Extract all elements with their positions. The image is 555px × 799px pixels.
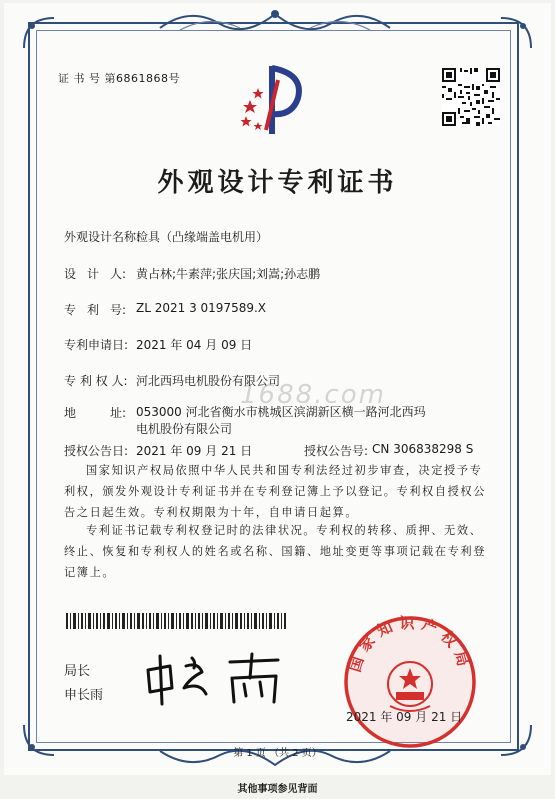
designer-field: [64, 265, 320, 282]
grant-date-value: 2021 年 09 月 21 日: [136, 444, 253, 458]
grant-date-label: 授权公告日:: [64, 444, 129, 458]
patent-number-value: ZL 2021 3 0197589.X: [136, 301, 267, 315]
corner-ornament: [499, 16, 533, 50]
designer-label: 设 计 人:: [64, 267, 126, 281]
seal-date: 2021 年 09 月 21 日: [346, 710, 463, 724]
handwritten-signature-icon: [140, 648, 300, 708]
director-block: [64, 660, 103, 708]
director-title: 局长: [64, 664, 91, 679]
barcode-icon: [66, 613, 286, 629]
certificate-title: 外观设计专利证书: [157, 168, 398, 198]
patent-number-label: 专 利 号:: [64, 303, 126, 317]
top-ornament: [150, 0, 400, 40]
patent-number-field: [64, 301, 266, 318]
footer-note: 其他事项参见背面: [237, 784, 318, 795]
filing-date-field: [64, 336, 252, 353]
designer-value: 黄占林;牛素萍;张庆国;刘嵩;孙志鹏: [136, 267, 321, 281]
grant-date-field: [64, 442, 473, 459]
legal-status-paragraph: 专利证书记载专利权登记时的法律状况。专利权的转移、质押、无效、终止、恢复和专利权人的姓名或名称、国籍、地址变更等事项记载在专利登记簿上。: [64, 524, 486, 579]
announcement-number-value: CN 306838298 S: [372, 442, 474, 456]
qr-code-icon: [442, 68, 500, 126]
certificate-number: 证 书 号 第6861868号: [58, 72, 180, 85]
watermark: 1688.com: [240, 380, 386, 410]
design-name-field: [64, 228, 268, 245]
patentee-value: 河北西玛电机股份有限公司: [136, 374, 281, 388]
address-label: 地 址:: [64, 406, 126, 420]
design-name-value: 检具（凸缘端盖电机用）: [136, 230, 269, 244]
cnipa-logo-icon: [236, 60, 306, 140]
official-seal-icon: [340, 612, 480, 752]
address-value: 053000 河北省衡水市桃城区滨湖新区横一路河北西玛电机股份有限公司: [136, 405, 426, 436]
corner-ornament: [22, 16, 56, 50]
page-number: 第 1 页 （共 2 页）: [233, 748, 322, 759]
design-name-label: 外观设计名称:: [64, 230, 141, 244]
statement-paragraph: 国家知识产权局依照中华人民共和国专利法经过初步审查，决定授予专利权，颁发外观设计专利证书并在专利登记簿上予以登记。专利权自授权公告之日起生效。专利权期限为十年，自申请日起算。: [64, 464, 486, 519]
filing-date-value: 2021 年 04 月 09 日: [136, 338, 253, 352]
director-name: 申长雨: [64, 688, 104, 703]
announcement-number-label: 授权公告号:: [304, 444, 369, 458]
svg-text:国家知识产权局: 国家知识产权局: [345, 614, 475, 675]
filing-date-label: 专利申请日:: [64, 338, 129, 352]
patentee-label: 专 利 权 人:: [64, 374, 128, 388]
